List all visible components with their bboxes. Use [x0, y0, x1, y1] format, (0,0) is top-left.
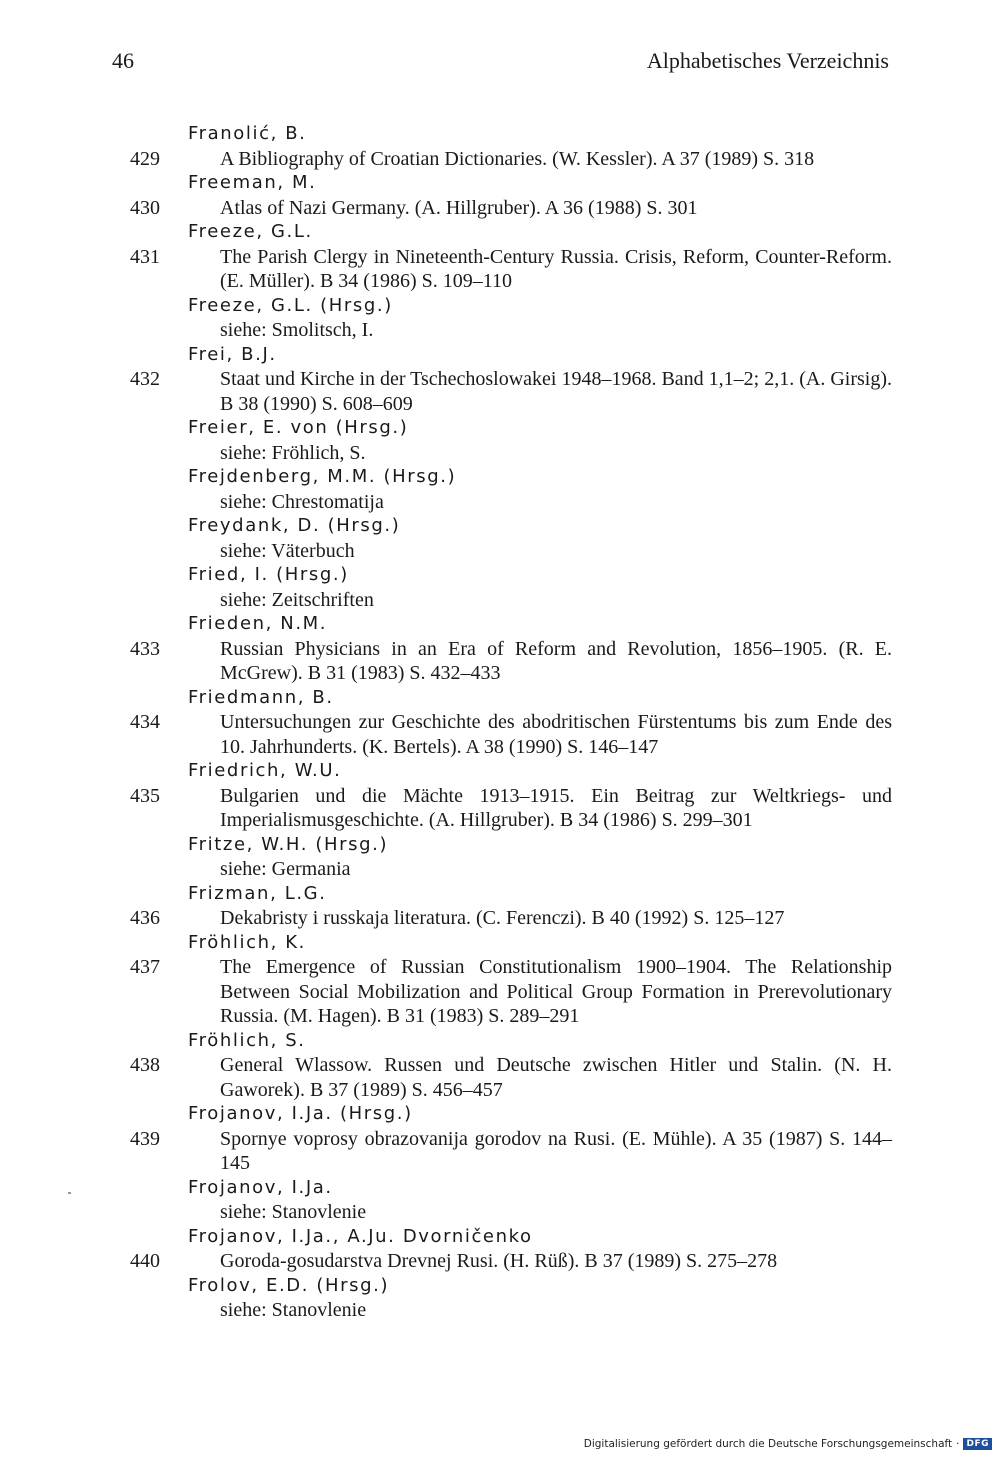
entry-cross-reference: siehe: Zeitschriften: [220, 588, 374, 611]
entry-citation: A Bibliography of Croatian Dictionaries. (W. Kessler). A 37 (1989) S. 318: [220, 147, 815, 170]
index-entry: [0, 1225, 1000, 1274]
entry-author: Freier, E. von (Hrsg.): [188, 417, 409, 438]
entry-author: Fried, I. (Hrsg.): [188, 564, 349, 585]
entry-number: 431: [130, 245, 160, 268]
entry-cross-reference: siehe: Germania: [220, 858, 351, 880]
index-entry: [0, 1102, 1000, 1176]
index-entry: [0, 833, 1000, 882]
index-entry: [0, 1274, 1000, 1323]
entry-work: [130, 906, 892, 931]
index-entry: [0, 465, 1000, 514]
entry-work: [130, 710, 892, 759]
entry-author: Frejdenberg, M.M. (Hrsg.): [188, 466, 457, 487]
entry-number: 438: [130, 1054, 160, 1076]
entry-work: [130, 1127, 892, 1176]
entry-author: Friedrich, W.U.: [188, 760, 342, 781]
index-entry: [0, 343, 1000, 417]
footer-credit: Digitalisierung gefördert durch die Deutsche Forschungsgemeinschaft: [583, 1438, 953, 1450]
entry-author: Frojanov, I.Ja. (Hrsg.): [188, 1103, 413, 1124]
entry-author: Fröhlich, S.: [188, 1029, 306, 1051]
index-entry: [0, 882, 1000, 931]
entry-number: 440: [130, 1250, 160, 1272]
index-entry: [0, 563, 1000, 612]
index-entry: [0, 759, 1000, 833]
entry-citation: Untersuchungen zur Geschichte des abodritischen Fürstentums bis zum Ende des 10. Jahrhunderts. (K. Bertels). A 38 (1990) S. 146–147: [220, 711, 892, 758]
entry-citation: Bulgarien und die Mächte 1913–1915. Ein Beitrag zur Weltkriegs- und Imperialismusgeschichte. (A. Hillgruber). B 34 (1986) S. 299–301: [220, 784, 892, 831]
entry-author: Freydank, D. (Hrsg.): [188, 515, 401, 536]
entry-citation: Dekabristy i russkaja literatura. (C. Ferenczi). B 40 (1992) S. 125–127: [220, 907, 785, 929]
running-title: Alphabetisches Verzeichnis: [646, 48, 889, 73]
index-entry: [0, 1176, 1000, 1225]
entry-author: Franolić, B.: [188, 123, 307, 144]
page-header: [0, 48, 1000, 84]
entry-author: Fritze, W.H. (Hrsg.): [188, 833, 389, 855]
index-entry: [0, 171, 1000, 220]
entry-author: Frizman, L.G.: [188, 882, 327, 904]
footer: [584, 1435, 992, 1453]
entry-citation: Russian Physicians in an Era of Reform and Revolution, 1856–1905. (R. E. McGrew). B 31 (1983) S. 432–433: [220, 637, 892, 684]
entry-cross-reference: siehe: Stanovlenie: [220, 1201, 367, 1223]
entry-cross-reference: siehe: Stanovlenie: [220, 1299, 367, 1321]
entry-work: [130, 784, 892, 833]
entry-author: Freeze, G.L.: [188, 221, 313, 242]
index-entry: [0, 1029, 1000, 1103]
entry-citation: Spornye voprosy obrazovanija gorodov na Rusi. (E. Mühle). A 35 (1987) S. 144–145: [220, 1127, 892, 1174]
entry-number: 432: [130, 368, 160, 390]
page-number: 46: [112, 48, 134, 73]
index-entry: [0, 686, 1000, 760]
entry-author: Frojanov, I.Ja., A.Ju. Dvorničenko: [188, 1225, 533, 1247]
entry-cross-reference: siehe: Chrestomatija: [220, 490, 384, 513]
scan-speck: [68, 1192, 71, 1194]
index-entry: [0, 612, 1000, 686]
entry-number: 433: [130, 637, 160, 660]
index-entry: [0, 294, 1000, 343]
entry-number: 437: [130, 956, 160, 978]
entry-work: [130, 637, 892, 686]
entry-number: 430: [130, 196, 160, 219]
entry-citation: General Wlassow. Russen und Deutsche zwischen Hitler und Stalin. (N. H. Gaworek). B 37 (1989) S. 456–457: [220, 1054, 892, 1101]
index-entries: [0, 122, 1000, 1323]
entry-author: Freeze, G.L. (Hrsg.): [188, 294, 393, 316]
entry-author: Frojanov, I.Ja.: [188, 1176, 333, 1198]
entry-cross-reference: siehe: Väterbuch: [220, 539, 355, 562]
entry-work: [130, 1053, 892, 1102]
entry-cross-reference: siehe: Fröhlich, S.: [220, 441, 366, 464]
entry-number: 439: [130, 1127, 160, 1150]
entry-author: Friedmann, B.: [188, 686, 334, 708]
entry-cross-reference: siehe: Smolitsch, I.: [220, 319, 374, 341]
entry-work: [130, 147, 892, 172]
entry-work: [130, 196, 892, 221]
entry-number: 436: [130, 907, 160, 929]
entry-work: [130, 955, 892, 1029]
entry-number: 429: [130, 147, 160, 170]
entry-number: 434: [130, 711, 160, 733]
entry-author: Fröhlich, K.: [188, 931, 306, 953]
index-entry: [0, 514, 1000, 563]
index-entry: [0, 220, 1000, 294]
entry-work: [130, 1249, 892, 1274]
entry-work: [130, 245, 892, 294]
entry-citation: The Parish Clergy in Nineteenth-Century Russia. Crisis, Reform, Counter-Reform. (E. Müller). B 34 (1986) S. 109–110: [220, 245, 892, 292]
footer-separator: ·: [956, 1438, 960, 1450]
index-entry: [0, 416, 1000, 465]
entry-number: 435: [130, 784, 160, 807]
entry-author: Frieden, N.M.: [188, 613, 328, 634]
entry-author: Frei, B.J.: [188, 343, 277, 365]
index-entry: [0, 931, 1000, 1029]
index-entry: [0, 122, 1000, 171]
entry-citation: The Emergence of Russian Constitutionalism 1900–1904. The Relationship Between Social Mobilization and Political Group Formation in Prerevolutionary Russia. (M. Hagen). B 31 (1983) S. 289–291: [220, 956, 892, 1027]
dfg-logo: DFG: [963, 1438, 992, 1450]
entry-citation: Atlas of Nazi Germany. (A. Hillgruber). A 36 (1988) S. 301: [220, 196, 698, 219]
entry-author: Frolov, E.D. (Hrsg.): [188, 1274, 390, 1296]
entry-citation: Staat und Kirche in der Tschechoslowakei 1948–1968. Band 1,1–2; 2,1. (A. Girsig). B 38 (1990) S. 608–609: [220, 368, 893, 415]
entry-author: Freeman, M.: [188, 172, 317, 193]
entry-work: [130, 367, 893, 416]
entry-citation: Goroda-gosudarstva Drevnej Rusi. (H. Rüß). B 37 (1989) S. 275–278: [220, 1250, 778, 1272]
